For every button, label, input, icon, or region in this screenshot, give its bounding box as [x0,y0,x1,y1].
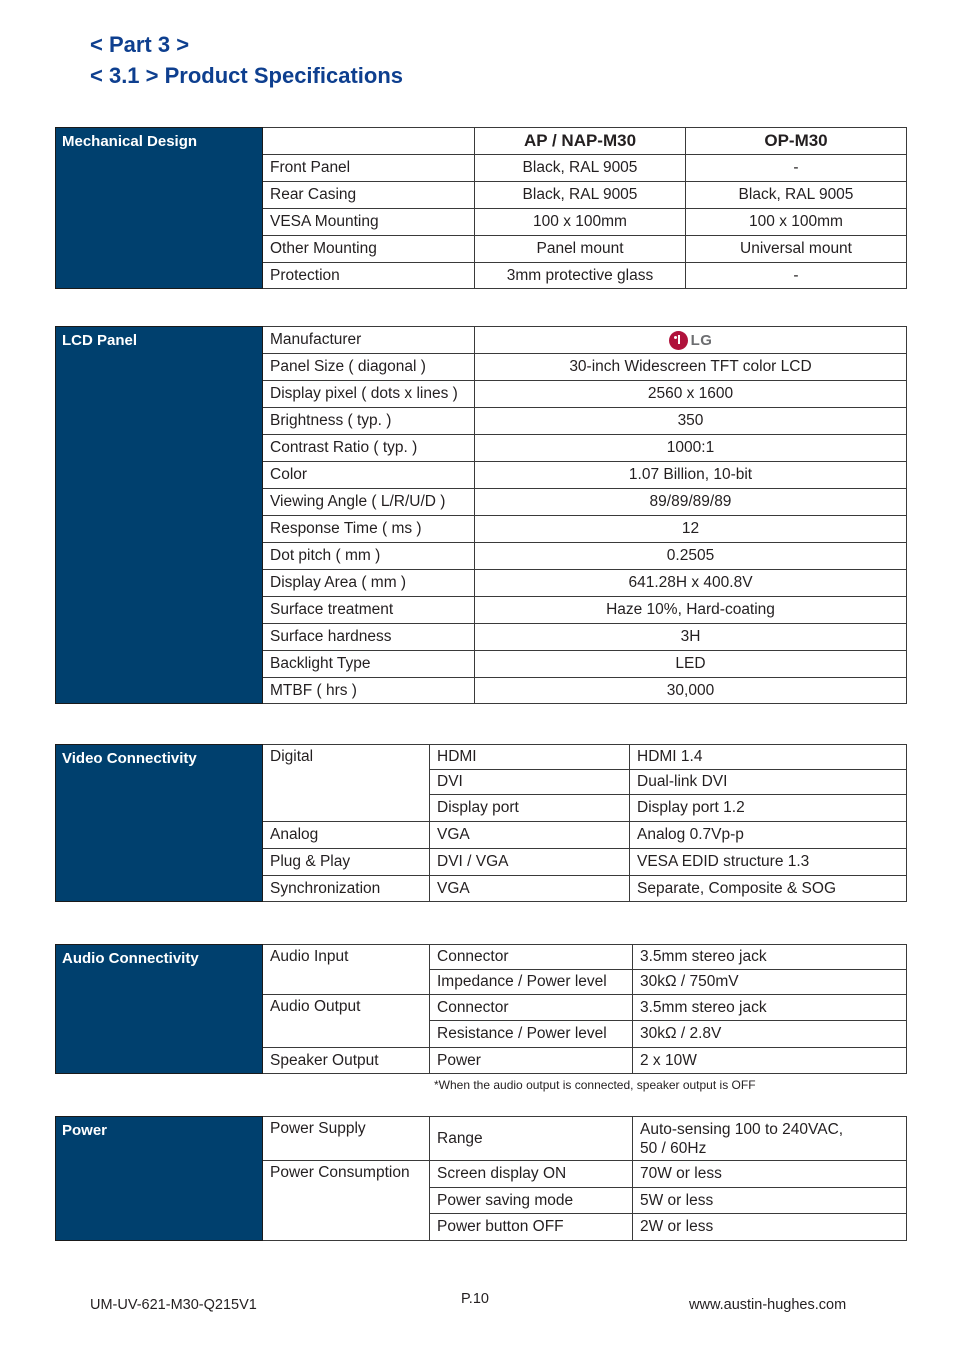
op-value: 100 x 100mm [686,209,907,236]
spec-value: 30kΩ / 2.8V [633,1021,907,1048]
row-value: LED [475,651,907,678]
connector-type: HDMI [430,745,630,770]
spec-type: Impedance / Power level [430,970,633,995]
row-label: Display pixel ( dots x lines ) [263,381,475,408]
audio-section-label: Audio Connectivity [56,945,263,1074]
row-label: Surface hardness [263,624,475,651]
ap-value: Black, RAL 9005 [475,155,686,182]
spec-value: 30kΩ / 750mV [633,970,907,995]
row-label: Brightness ( typ. ) [263,408,475,435]
row-label: Color [263,462,475,489]
spec-type: Range [430,1117,633,1161]
ap-value: 3mm protective glass [475,263,686,289]
connector-value: Display port 1.2 [630,795,907,822]
section-heading: < 3.1 > Product Specifications [90,63,403,88]
row-value: 0.2505 [475,543,907,570]
row-value: 89/89/89/89 [475,489,907,516]
connector-value: Separate, Composite & SOG [630,876,907,902]
row-label: VESA Mounting [263,209,475,236]
spec-value: 5W or less [633,1188,907,1214]
row-value: 2560 x 1600 [475,381,907,408]
lcd-panel-table [55,326,907,704]
spec-type: Screen display ON [430,1161,633,1188]
column-header-ap: AP / NAP-M30 [475,128,686,155]
connector-value: VESA EDID structure 1.3 [630,849,907,876]
row-label: Protection [263,263,475,289]
op-value: - [686,155,907,182]
supply-value-line2: 50 / 60Hz [640,1139,707,1157]
row-label: Display Area ( mm ) [263,570,475,597]
audio-footnote: *When the audio output is connected, speaker output is OFF [434,1078,756,1092]
manufacturer-value [475,327,907,354]
row-label: Manufacturer [263,327,475,354]
spec-value [633,1117,907,1161]
connector-value: Analog 0.7Vp-p [630,822,907,849]
row-label: Front Panel [263,155,475,182]
mechanical-design-table [55,127,907,289]
row-value: 641.28H x 400.8V [475,570,907,597]
row-label: Analog [263,822,430,849]
row-label: Digital [263,745,430,822]
empty-header-cell [263,128,475,155]
connector-type: VGA [430,822,630,849]
video-connectivity-table [55,744,907,902]
spec-type: Power [430,1048,633,1074]
power-table [55,1116,907,1241]
video-section-label: Video Connectivity [56,745,263,902]
lg-logo-text: LG [690,331,713,349]
row-label: Response Time ( ms ) [263,516,475,543]
spec-value: 2W or less [633,1214,907,1241]
row-label: Surface treatment [263,597,475,624]
row-label: Other Mounting [263,236,475,263]
row-value: 30,000 [475,678,907,704]
connector-value: Dual-link DVI [630,770,907,795]
op-value: - [686,263,907,289]
row-value: 3H [475,624,907,651]
spec-type: Power button OFF [430,1214,633,1241]
connector-type: Display port [430,795,630,822]
row-label: Audio Input [263,945,430,995]
row-value: Haze 10%, Hard-coating [475,597,907,624]
audio-connectivity-table [55,944,907,1074]
row-label: Backlight Type [263,651,475,678]
row-label: Plug & Play [263,849,430,876]
op-value: Universal mount [686,236,907,263]
connector-type: DVI / VGA [430,849,630,876]
row-value: 1000:1 [475,435,907,462]
lcd-section-label: LCD Panel [56,327,263,704]
row-label: Viewing Angle ( L/R/U/D ) [263,489,475,516]
spec-value: 70W or less [633,1161,907,1188]
document-id: UM-UV-621-M30-Q215V1 [90,1297,257,1313]
spec-type: Resistance / Power level [430,1021,633,1048]
row-label: MTBF ( hrs ) [263,678,475,704]
spec-value: 3.5mm stereo jack [633,995,907,1021]
row-value: 12 [475,516,907,543]
connector-type: VGA [430,876,630,902]
power-section-label: Power [56,1117,263,1241]
op-value: Black, RAL 9005 [686,182,907,209]
row-label: Contrast Ratio ( typ. ) [263,435,475,462]
row-label: Speaker Output [263,1048,430,1074]
spec-value: 2 x 10W [633,1048,907,1074]
connector-value: HDMI 1.4 [630,745,907,770]
row-value: 30-inch Widescreen TFT color LCD [475,354,907,381]
ap-value: Black, RAL 9005 [475,182,686,209]
mechanical-section-label: Mechanical Design [56,128,263,289]
spec-type: Power saving mode [430,1188,633,1214]
row-label: Panel Size ( diagonal ) [263,354,475,381]
row-label: Power Supply [263,1117,430,1161]
row-label: Rear Casing [263,182,475,209]
ap-value: 100 x 100mm [475,209,686,236]
lg-logo-icon [669,331,688,350]
spec-type: Connector [430,995,633,1021]
ap-value: Panel mount [475,236,686,263]
page-number: P.10 [461,1291,489,1307]
connector-type: DVI [430,770,630,795]
row-value: 350 [475,408,907,435]
column-header-op: OP-M30 [686,128,907,155]
row-label: Power Consumption [263,1161,430,1241]
row-label: Dot pitch ( mm ) [263,543,475,570]
row-value: 1.07 Billion, 10-bit [475,462,907,489]
row-label: Audio Output [263,995,430,1048]
spec-value: 3.5mm stereo jack [633,945,907,970]
spec-type: Connector [430,945,633,970]
website-url: www.austin-hughes.com [689,1297,847,1313]
part-heading: < Part 3 > [90,32,190,57]
row-label: Synchronization [263,876,430,902]
supply-value-line1: Auto-sensing 100 to 240VAC, [640,1120,844,1138]
lg-logo [669,331,713,350]
